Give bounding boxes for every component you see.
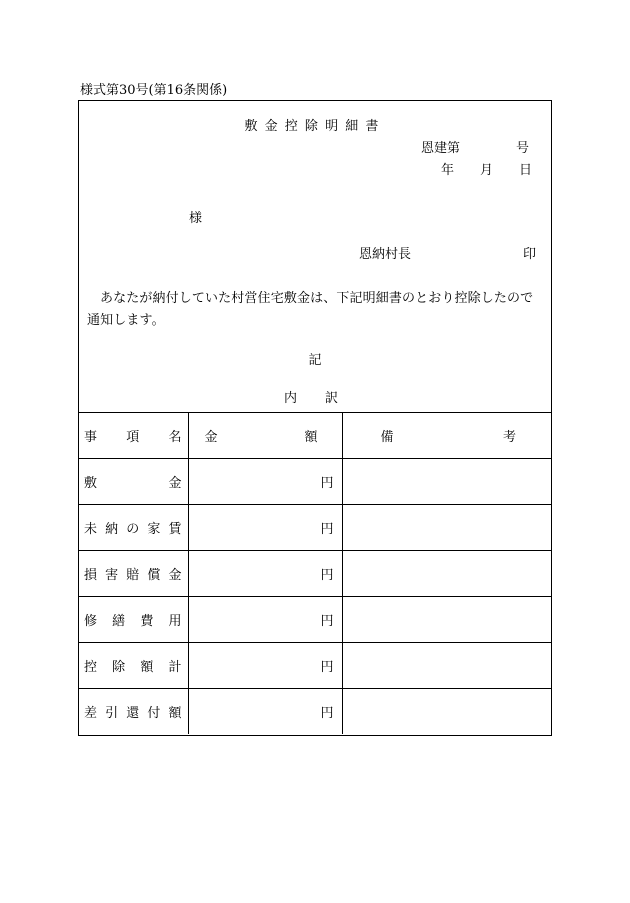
document-number-prefix: 恩建第 xyxy=(421,141,461,156)
breakdown-right: 訳 xyxy=(325,391,339,406)
deduction-table xyxy=(78,412,552,734)
table-row xyxy=(78,643,552,689)
document-number xyxy=(421,137,529,156)
table-row xyxy=(78,689,552,735)
row-item-label: 損害賠償金 xyxy=(78,551,188,597)
document-number-suffix: 号 xyxy=(516,141,530,156)
notice-body-text: あなたが納付していた村営住宅敷金は、下記明細書のとおり控除したので通知します。 xyxy=(87,291,534,328)
row-amount-cell[interactable]: 円 xyxy=(188,551,342,597)
date-day: 日 xyxy=(519,163,533,178)
row-amount-cell[interactable]: 円 xyxy=(188,597,342,643)
ki-heading: 記 xyxy=(308,353,322,368)
row-item-label: 控除額計 xyxy=(78,643,188,689)
row-remarks-cell[interactable] xyxy=(342,689,552,735)
row-amount-cell[interactable]: 円 xyxy=(188,689,342,735)
row-item-label: 未納の家賃 xyxy=(78,505,188,551)
issue-date xyxy=(441,159,532,178)
row-remarks-cell[interactable] xyxy=(342,643,552,689)
table-row xyxy=(78,459,552,505)
header-remarks: 備考 xyxy=(342,413,552,459)
row-remarks-cell[interactable] xyxy=(342,459,552,505)
form-number-label: 様式第30号(第16条関係) xyxy=(80,83,228,98)
breakdown-left: 内 xyxy=(284,391,298,406)
header-amount: 金額 xyxy=(188,413,342,459)
row-amount-cell[interactable]: 円 xyxy=(188,505,342,551)
table-row xyxy=(78,505,552,551)
recipient-honorific: 様 xyxy=(189,211,203,226)
date-year: 年 xyxy=(441,163,455,178)
row-remarks-cell[interactable] xyxy=(342,551,552,597)
seal-mark: 印 xyxy=(523,247,537,262)
row-amount-cell[interactable]: 円 xyxy=(188,643,342,689)
row-item-label: 差引還付額 xyxy=(78,689,188,735)
row-amount-cell[interactable]: 円 xyxy=(188,459,342,505)
issuer-name: 恩納村長 xyxy=(359,247,412,262)
document-title: 敷金控除明細書 xyxy=(244,119,386,134)
header-item: 事項名 xyxy=(78,413,188,459)
row-item-label: 修繕費用 xyxy=(78,597,188,643)
table-row xyxy=(78,597,552,643)
date-month: 月 xyxy=(480,163,494,178)
table-header-row xyxy=(78,413,552,459)
row-remarks-cell[interactable] xyxy=(342,597,552,643)
breakdown-heading xyxy=(284,387,338,406)
row-remarks-cell[interactable] xyxy=(342,505,552,551)
notice-frame xyxy=(78,100,552,736)
table-row xyxy=(78,551,552,597)
row-item-label: 敷金 xyxy=(78,459,188,505)
